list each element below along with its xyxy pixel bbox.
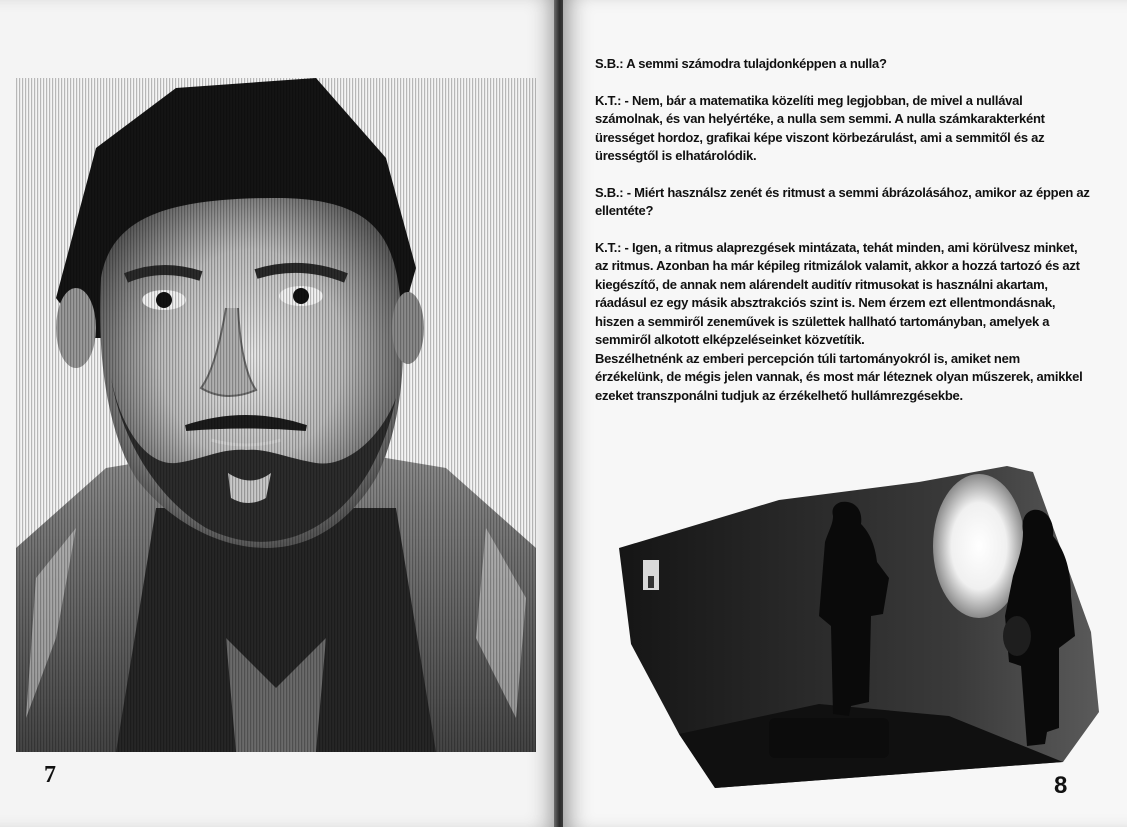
- paragraph: Beszélhetnénk az emberi percepción túli tartományokról is, amiket nem érzékelünk, de mégis jelen vannak, és most már léteznek olyan műszerek, amikkel ezeket transzponálni tudjuk az érzékelhető hullámrezgésekbe.: [595, 350, 1083, 403]
- page-number: 7: [44, 762, 56, 788]
- portrait-photo: [16, 78, 536, 752]
- interview-text: [595, 55, 1091, 423]
- paragraph: K.T.: - Igen, a ritmus alaprezgések mintázata, tehát minden, ami körülvesz minket, az ritmus. Azonban ha már képileg ritmizálok valamit, akkor a hozzá tartozó és azt kiegészítő, de annak nem alárendelt auditív ritmusokat is használni akartam, ráadásul ez egy másik absztrakciós szint is. Nem érzem ezt ellentmondásnak, hiszen a semmiről zeneművek is születtek hallható tartományban, amelyek a semmiről alkotott elképzeléseinket közvetítik.: [595, 239, 1080, 347]
- paragraph: S.B.: A semmi számodra tulajdonképpen a nulla?: [595, 56, 887, 71]
- left-page: [0, 0, 557, 827]
- page-number: 8: [1054, 772, 1068, 799]
- right-page: [563, 0, 1127, 827]
- paragraph: K.T.: - Nem, bár a matematika közelíti meg legjobban, de mivel a nullával számolnak, és van helyértéke, a nulla sem semmi. A nulla számkarakterként ürességet hordoz, grafikai képe viszont körbezárulást, ami a semmitől és az ürességtől is elhatárolódik.: [595, 92, 1045, 163]
- paragraph: S.B.: - Miért használsz zenét és ritmust a semmi ábrázolásához, amikor az éppen az ellentéte?: [595, 184, 1090, 218]
- exhibition-photo: [619, 466, 1105, 794]
